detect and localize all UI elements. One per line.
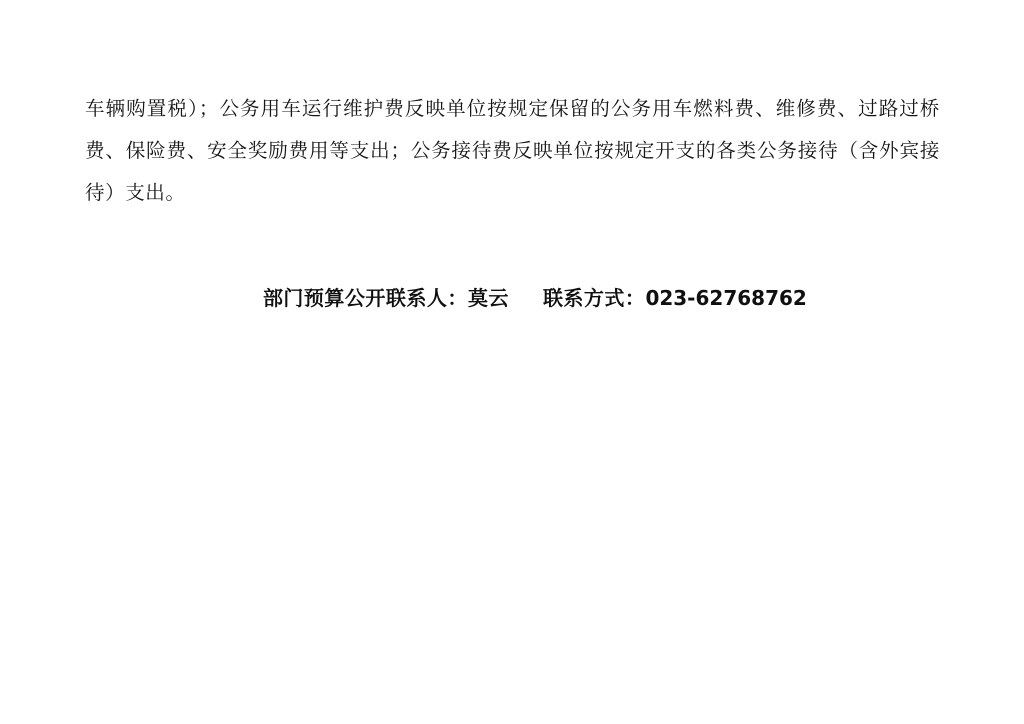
phone-number: 023-62768762 [645, 286, 807, 310]
contact-name: 莫云 [467, 286, 509, 310]
phone-label: 联系方式： [542, 286, 646, 310]
contact-label: 部门预算公开联系人： [262, 286, 468, 310]
contact-line [85, 258, 940, 335]
paragraph-expense-description: 车辆购置税）；公务用车运行维护费反映单位按规定保留的公务用车燃料费、维修费、过路过桥费、保险费、安全奖励费用等支出；公务接待费反映单位按规定开支的各类公务接待（含外宾接待）支出。 [85, 97, 940, 204]
document-body [85, 88, 940, 335]
